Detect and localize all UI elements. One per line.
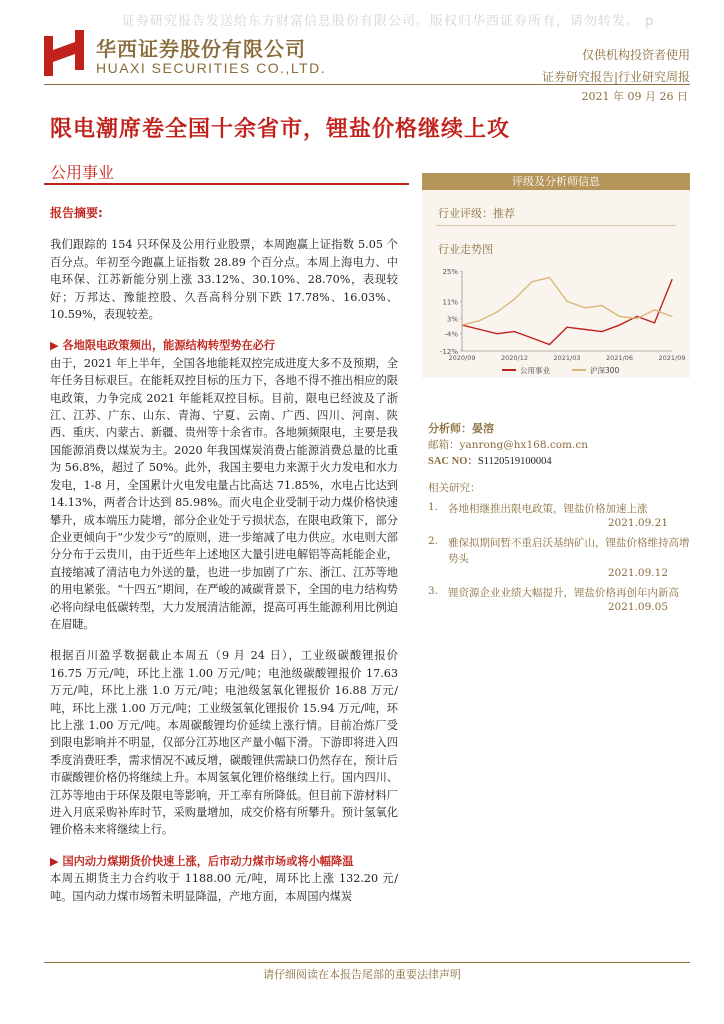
footer-divider xyxy=(44,962,690,963)
related-num: 3. xyxy=(428,585,439,597)
lithium-paragraph: 根据百川盈孚数据截止本周五（9 月 24 日），工业级碳酸锂报价 16.75 万元/吨，环比上涨 1.00 万元/吨；电池级碳酸锂报价 17.63 万元/吨，环比上涨 1.0 万元/吨；电池级氢氧化锂报价 16.88 万元/吨，环比上涨 1.00 万元/吨；工业级氢氧化锂报价 15.94 万元/吨，环比上涨 1.00 万元/吨。本周碳酸锂均价延续上涨行情。目前冶炼厂受到限电影响并不明显，仅部分江苏地区产量小幅下滑。下游即将进入四季度消费旺季，需求情况不减反增，碳酸锂供需缺口仍然存在，预计后市碳酸锂价格仍将继续上升。本周氢氧化锂价格继续上行。国内四川、江苏等地由于环保及限电等影响，开工率有所降低。但目前下游材料厂进入月底采购补库时节，采购量增加，成交价格有所攀升。预计氢氧化锂价格未来将继续上行。 xyxy=(50,649,398,837)
power-paragraph: 由于，2021 年上半年，全国各地能耗双控完成进度大多不及预期，全年任务目标艰巨。在能耗双控目标的压力下，各地不得不推出相应的限电政策，力争完成 2021 年能耗双控目标。目前，限电已经波及了浙江、江苏、广东、山东、青海、宁夏、云南、广西、四川、河南、陕西、重庆、内蒙古、新疆、贵州等十余省市。各地频频限电，主要是我国能源消费以煤炭为主。2020 年我国煤炭消费占能源消费总量的比重为 56.8%，超过了 50%。此外，我国主要电力来源于火力发电和水力发电，1-8 月，全国累计火电发电量占比高达 71.85%，水电占比达到 14.13%，两者合计达到 85.98%。而火电企业受制于动力煤价格快速攀升，成本端压力陡增，部分企业处于亏损状态，在限电政策下，部分企业更倾向于“少发少亏”的原则，进一步缩减了电力供应。水电则大部分分布于云贵川，由于近些年上述地区大量引进电解铝等高耗能企业，直接缩减了清洁电力外送的量，也进一步加剧了广东、浙江、江苏等地的用电紧张。“十四五”期间，在严峻的减碳背景下，全国的电力结构势必将向绿电低碳转型，大力发展清洁能源，提高可再生能源利用比例迫在眉睫。 xyxy=(50,356,398,631)
data-point xyxy=(514,331,515,332)
sector-divider xyxy=(44,183,409,185)
report-title: 限电潮席卷全国十余省市，锂盐价格继续上攻 xyxy=(50,117,511,142)
related-item[interactable] xyxy=(428,501,696,529)
section-heading-power: ▶ 各地限电政策频出，能源结构转型势在必行 xyxy=(50,339,276,353)
related-date: 2021.09.12 xyxy=(607,567,668,579)
data-point xyxy=(514,299,515,300)
company-logo xyxy=(44,30,84,76)
data-point xyxy=(566,327,567,328)
y-tick-label: 3% xyxy=(446,315,458,324)
data-point xyxy=(654,309,655,310)
analyst-name: 分析师：晏溶 xyxy=(428,422,494,435)
data-point xyxy=(636,318,637,319)
section-heading-coal: ▶ 国内动力煤期货价快速上涨，后市动力煤市场或将小幅降温 xyxy=(50,854,354,868)
report-type: 证券研究报告|行业研究周报 xyxy=(541,70,690,84)
x-tick-label: 2021/09 xyxy=(658,354,686,362)
coal-paragraph: 本周五期货主力合约收于 1188.00 元/吨，周环比上涨 132.20 元/吨。国内动力煤市场暂未明显降温，产地方面，本周国内煤炭 xyxy=(50,872,398,903)
data-point xyxy=(636,316,637,317)
x-tick-label: 2021/03 xyxy=(553,354,581,362)
trend-chart-label: 行业走势图 xyxy=(438,243,493,256)
data-point xyxy=(601,331,602,332)
related-item[interactable] xyxy=(428,535,696,579)
data-point xyxy=(619,324,620,325)
related-research xyxy=(428,480,696,619)
x-tick-label: 2020/12 xyxy=(500,354,529,362)
data-point xyxy=(549,277,550,278)
company-name-en: HUAXI SECURITIES CO.,LTD. xyxy=(96,60,327,76)
data-point xyxy=(461,324,462,325)
audience-note: 仅供机构投资者使用 xyxy=(581,48,690,62)
y-tick-label: 11% xyxy=(442,298,458,307)
related-text[interactable]: 锂资源企业业绩大幅提升，锂盐价格再创年内新高 xyxy=(448,587,679,599)
legend-label: 沪深300 xyxy=(590,366,620,375)
data-point xyxy=(671,316,672,317)
sidebar-header: 评级及分析师信息 xyxy=(422,173,690,190)
legend-label: 公用事业 xyxy=(520,366,550,375)
watermark: 证券研究报告发送给东方财富信息股份有限公司。版权归华西证券所有，请勿转发。 p xyxy=(122,14,655,29)
analyst-email[interactable]: 邮箱：yanrong@hx168.com.cn xyxy=(428,439,588,451)
company-name-cn: 华西证券股份有限公司 xyxy=(96,37,306,61)
related-date: 2021.09.05 xyxy=(607,601,668,613)
data-point xyxy=(496,333,497,334)
rating-analyst-box xyxy=(422,173,690,378)
related-num: 1. xyxy=(428,501,439,513)
data-point xyxy=(496,311,497,312)
related-item[interactable] xyxy=(428,585,696,613)
data-point xyxy=(566,301,567,302)
x-tick-label: 2021/06 xyxy=(605,354,634,362)
series-line-0 xyxy=(462,280,672,345)
abstract-column xyxy=(50,205,398,905)
related-text[interactable]: 雅保拟期间暂不重启沃基纳矿山，锂盐价格维持高增势头 xyxy=(448,537,690,565)
abstract-heading: 报告摘要: xyxy=(50,206,103,220)
data-point xyxy=(531,337,532,338)
y-tick-label: -4% xyxy=(444,330,458,339)
sector-label: 公用事业 xyxy=(50,163,115,182)
trend-chart xyxy=(422,265,690,395)
data-point xyxy=(531,281,532,282)
data-point xyxy=(584,329,585,330)
related-title: 相关研究： xyxy=(428,482,481,494)
header-divider xyxy=(44,84,690,85)
data-point xyxy=(549,344,550,345)
sac-value: S1120519100004 xyxy=(477,456,552,467)
data-point xyxy=(619,316,620,317)
rating-divider xyxy=(436,225,676,226)
related-text[interactable]: 各地相继推出限电政策，锂盐价格加速上涨 xyxy=(448,503,648,515)
related-date: 2021.09.21 xyxy=(607,517,668,529)
sac-number xyxy=(428,453,552,468)
performance-paragraph: 我们跟踪的 154 只环保及公用行业股票，本周跑赢上证指数 5.05 个百分点。年初至今跑赢上证指数 28.89 个百分点。本周上海电力、中电环保、江苏新能分别上涨 33.12%、30.10%、28.70%，表现较好；万邦达、豫能控股、久吾高科分别下跌 17.78%、16.03%、10.59%，表现较差。 xyxy=(50,238,398,322)
data-point xyxy=(654,322,655,323)
legal-notice: 请仔细阅读在本报告尾部的重要法律声明 xyxy=(263,968,461,981)
data-point xyxy=(584,307,585,308)
y-tick-label: 25% xyxy=(442,268,458,276)
report-date: 2021 年 09 月 26 日 xyxy=(581,90,688,103)
related-num: 2. xyxy=(428,535,439,547)
sac-label: SAC NO： xyxy=(428,456,478,467)
data-point xyxy=(479,320,480,321)
data-point xyxy=(601,305,602,306)
x-tick-label: 2020/09 xyxy=(448,354,476,362)
industry-rating: 行业评级：推荐 xyxy=(438,207,515,220)
y-tick-label: -12% xyxy=(439,348,458,356)
data-point xyxy=(479,329,480,330)
data-point xyxy=(671,279,672,280)
